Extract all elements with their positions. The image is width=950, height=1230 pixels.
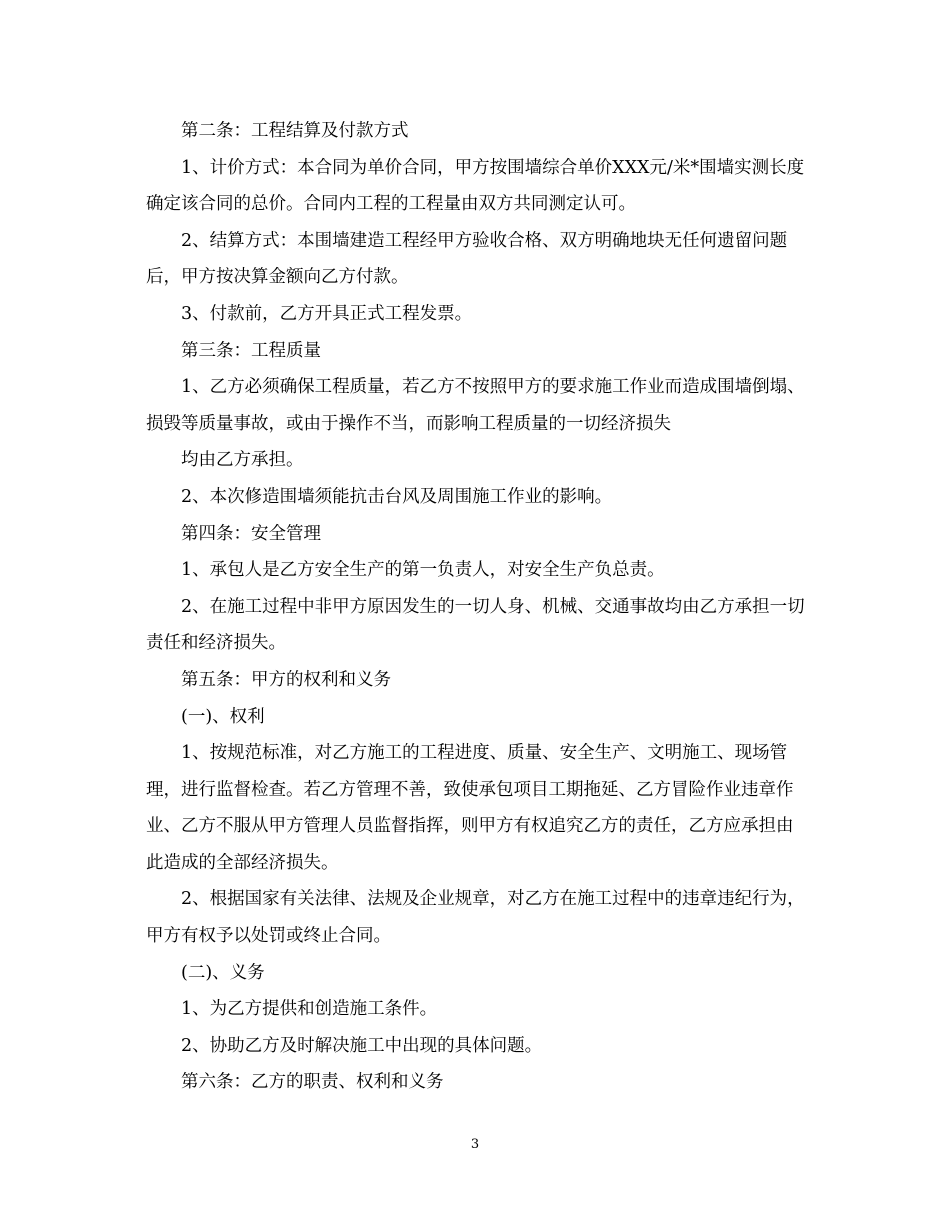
paragraph-supervision: 1、按规范标准，对乙方施工的工程进度、质量、安全生产、文明施工、现场管理，进行监督检查。若乙方管理不善，致使承包项目工期拖延、乙方冒险作业违章作业、乙方不服从甲方管理人员监督指挥，则甲方有权追究乙方的责任，乙方应承担由此造成的全部经济损失。	[146, 743, 794, 873]
section-heading-6: 第六条：乙方的职责、权利和义务	[181, 1072, 444, 1093]
paragraph-quality-guarantee: 1、乙方必须确保工程质量，若乙方不按照甲方的要求施工作业而造成围墙倒塌、损毁等质量事故，或由于操作不当，而影响工程质量的一切经济损失	[146, 377, 805, 434]
paragraph-provide-conditions: 1、为乙方提供和创造施工条件。	[181, 999, 438, 1020]
page-number: 3	[470, 1137, 480, 1152]
paragraph-safety-responsible: 1、承包人是乙方安全生产的第一负责人，对安全生产负总责。	[181, 560, 665, 581]
paragraph-pricing-method: 1、计价方式：本合同为单价合同，甲方按围墙综合单价XXX元/米*围墙实测长度确定该合同的总价。合同内工程的工程量由双方共同测定认可。	[146, 157, 805, 215]
paragraph-penalty: 2、根据国家有关法律、法规及企业规章，对乙方在施工过程中的违章违纪行为，甲方有权予以处罚或终止合同。	[146, 889, 805, 947]
subsection-rights: (一)、权利	[181, 706, 265, 727]
paragraph-assist-problems: 2、协助乙方及时解决施工中出现的具体问题。	[181, 1035, 543, 1056]
paragraph-settlement-method: 2、结算方式：本围墙建造工程经甲方验收合格、双方明确地块无任何遗留问题后，甲方按决算金额向乙方付款。	[146, 230, 788, 288]
paragraph-quality-liability: 均由乙方承担。	[181, 450, 304, 471]
paragraph-accident-liability: 2、在施工过程中非甲方原因发生的一切人身、机械、交通事故均由乙方承担一切责任和经济损失。	[146, 596, 805, 654]
paragraph-invoice: 3、付款前，乙方开具正式工程发票。	[181, 303, 473, 324]
section-heading-3: 第三条：工程质量	[181, 340, 321, 361]
paragraph-typhoon-resistance: 2、本次修造围墙须能抗击台风及周围施工作业的影响。	[181, 486, 613, 507]
document-body	[146, 113, 806, 1101]
section-heading-5: 第五条：甲方的权利和义务	[181, 669, 391, 690]
section-heading-4: 第四条：安全管理	[181, 523, 321, 544]
section-heading-2: 第二条：工程结算及付款方式	[181, 121, 409, 141]
subsection-obligations: (二)、义务	[181, 962, 265, 983]
